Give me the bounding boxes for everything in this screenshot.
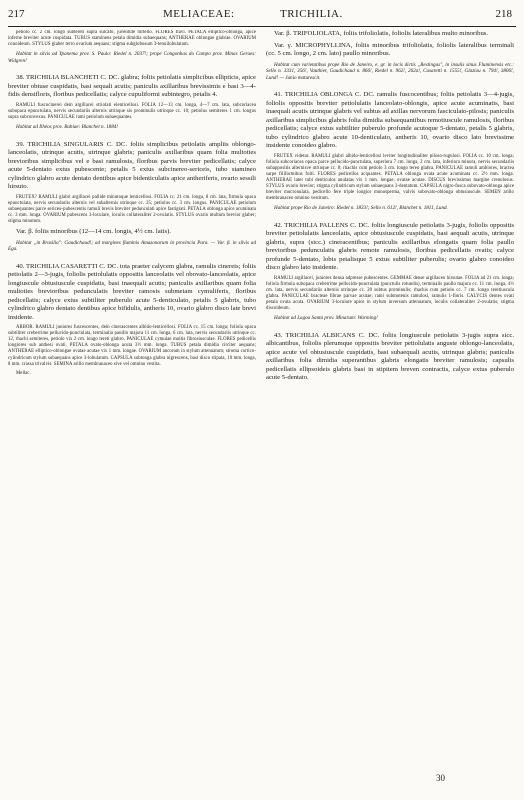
species-38-habitat: Habitat ad Ilhéos prov. Bahiae: Blanchet n. 1884!: [16, 124, 118, 131]
species-40-diagnosis: 40. TRICHILIA CASARETTI C. DC. tota praeter calycem glabra, ramulis cinereis; foliis petiolatis 2—3-jugis, foliolis petiolulatis oppositis lanceolatis vel obovato-lanceolatis, apice longiuscule obtusiuscule cuspidatis, basi inaequali acutis; paniculis axillaribus quam folia multoties brevioribus pedunculatis breviter ramosis submetam cymuliferis, floribus pedicellatis; calyce extus subtiliter puberulo acute 5-denticulato, petalis 5 glabris, tubo cylindrico glabro dentato dentibus apice bifidulis, antheris 10, ovario glabro disco late brevi insidente.: [8, 262, 256, 321]
species-39-habitat: Habitat „in Brasilia": Gaudichaud!; ad margines fluminis Amazonarum in provincia Para. — Var. β. in silvis ad Ega.: [8, 239, 256, 253]
species-38-diagnosis: 38. TRICHILIA BLANCHETI C. DC. glabra; foliis petiolatis simplicibus ellipticis, apice breviter obtuse cuspidatis, basi sequali acutis; paniculis axillaribus brevissimis e basi 3—4-fidis densifloris, floribus pedicellatis; calyce cupuliformi subintegro, petalis 4.: [8, 74, 256, 99]
header-title-left: MELIACEAE:: [163, 8, 235, 20]
page-number-right: 218: [495, 8, 512, 20]
right-column: [266, 30, 514, 795]
species-39-diagnosis: 39. TRICHILIA SINGULARIS C. DC. foliis simplicibus petiolatis ampliis oblongo-lanceolatis, utrinque acutis, utrinque glabris; paniculis axillaribus quam folia multoties brevioribus simplicibus vel e basi ramulosis, floribus parvis breviter pedicellatis; calyce acute 5-dentato extus pubescente; petalis 5 extus subcinereo-sericeis, tubo stamineo cylindrico glabro acute dentato dentibus apice bidenticulatis apice antheriferis, ovario sessili hirsuto.: [8, 140, 256, 191]
varieties-habitat: Habitat cum varietatibus prope Rio de Janeiro, e. gr. in locis dictis „Restingas", in insulis sinus Fluminensis etc.: Sello n. 3331, 356!, Vauthier, Gaudichaud n. 866!, Riedel n. 962!, 262a!, Casaretti n. 1555!, Glaziou n. 794!, 3806!, Lund! — Junio maturescit.: [266, 61, 514, 81]
intro-habitat: Habitat in silvis ad Ypanema prov. S. Paulo: Riedel n. 2037!; prope Congonhas do Campo prov. Minas Geraes: Widgren!: [8, 51, 256, 64]
header-title-right: TRICHILIA.: [280, 8, 343, 20]
running-header: [8, 8, 516, 27]
species-41-diagnosis: 41. TRICHILIA OBLONGA C. DC. ramulis fuscocentibus; foliis petiolatis 3—4-jugis, foliolis oppositis breviter petiolulatis lanceolato-oblongis, apice acute acuminatis, basi inaequali acutis utrinque glabris vel subtus ad axillas nervorum fasciculato-pilosis; paniculis axillaribus simplicibus glabris folia dimidia subaequantibus remotiuscule ramulosis, floribus pedicellatis; calyce extus subtiliter puberulo profunde acutoque 5-dentato, petalis 5 glabris, tubo cylindrico glabro acute 10-denticulato, antheris 10, ovario disco lato brevissime insidente conoideo glabro.: [266, 91, 514, 149]
variety-beta: Var. β. TRIFOLIOLATA, foliis trifoliolatis, foliolis lateralibus multo minoribus.: [274, 30, 489, 37]
species-39-description: FRUTEX? RAMULI glabri argillacei pallide minutoque lenticellosi. FOLIA cc. 21 cm. longa, 8 cm. lata, firmula opaca epunctulata, nervis secundariis alternis vel subalternis utrinque cc. 25; petiolus cc. 3 cm. longus. PANICULAE petiolum subaequantes parce sericeo-pubescentis ramuli brevis breviter pedunculati apice fastigiati. PETALA oblonga apice acuminata cc. 3 mm. longa. OVARIUM pubescens 3-loculare, loculis collateraliter 2-ovulatis. STYLUS ovario multum brevior glaber; stigma minutum.: [8, 194, 256, 224]
species-38-description: RAMULI fuscocinerei dein argillacei striolati elenticellosi. FOLIA 12—13 cm. longa, 4—7 cm. lata, subcoriacea subopaca epunctulata, nervis secundariis alternis utrinque sis prominulis utrinque cc. 10; petiolus semiteres 1 cm. longus supra subconvexus. PANICULAE rami petiolum subaequantes.: [8, 102, 256, 120]
species-42-habitat: Habitat ad Lagoa Santa prov. Minarum: Warming!: [274, 315, 378, 322]
page-number-left: 217: [8, 8, 25, 20]
species-39-variety: Var. β. foliis minoribus (12—14 cm. longis, 4½ cm. latis).: [16, 228, 171, 236]
footer-signature: Mellac.: [16, 370, 31, 376]
species-43-diagnosis: 43. TRICHILIA ALBICANS C. DC. foliis longiuscule petiolatis 3-jugis supra sicc. albicantibus, foliolis plerumque oppositis breviter petiolulatis anguste oblongo-lanceolatis, apice acute vel obtusiuscule cuspidatis, basi subaequali acutis, utrinque glabris; paniculis axillaribus folia dimidia superantibus glabris elongatis breviter ramulosis; capsulis pedicellatis ellipsoideis glabris basi in stipitem breven contractis, calyce extus puberulo acute 5-dentato.: [266, 331, 514, 382]
species-42-description: RAMULI argillacei, juniores densa adpresse pubescentes. GEMMAE dense argillaceo hirsutae. FOLIA ad 21 cm. longa; foliola firmula subopaca creberrime pellucido-punctulata (punctulis rotundis), terminalis paullo majora cc. 11 cm. longa, 4½ cm. lata, nervis secundariis alternis utrinque cc. 20 subtus prominulis; rhachis cum petiolo cc. 7 cm. longo teretiuscula glabra. PANICULAE bracteae fibrae parvae acutae; rami submotenis ramulosi, ramulis 1-floris. CALYCIS dentes ovati petala ovata acuta. OVARIUM 3-loculare apice in stylum inversum attenuatum, loculis collateraliter 2-ovulatis; stigma discoideum.: [266, 275, 514, 312]
species-40-description: ARBOR. RAMULI juniores fuscescentes, dein cinerascentes albido-lenticellosi. FOLIA cc. 15 cm. longa; foliola opaca subtiliter creberrime pellucido-punctulata, terminalia pauillo majora 11 cm. longa, 6 cm. lata, nervis secundariis utrinque cc. 12, rhachi semiteres, petiolo vix 2 cm. longo tereti glabro. PANICULAE cymulae multis fibrosiusculae. FLORES pedicellis longiores sub anthesi ovati. PETALA ovato-oblonga acuta 3½ mm. longa. TUBUS petala dimidia circiter aequans; ANTHERAE elliptico-oblongae ovatae acutae vix 1 mm. longae. OVARIUM ancorum in stylum attenuatum; stroma cortico-cylindricum stylum subaequans apice 3-lobulatum. CAPSULA subtonga glabra nigrescens, basi disco stipata, 10 mm. longa, 8 mm. crassa trivalvis. SEMINA arillo membranaceo sive vel omnino vestita.: [8, 325, 256, 367]
species-42-diagnosis: 42. TRICHILIA PALLENS C. DC. foliis longiuscule petiolatis 3-jugis, foliolis oppositis breviter petiolulatis lanceolatis, apice obtusiuscule cuspidatis, basi aequali acutis, utrinque glabris, supra (sicc.) cineracentibus; paniculis axillaribus elongatis quam folia paullo brevioribus pedunculatis glabris remote ramulosis, floribus pedicellatis ovatis; calyce profunde 5-dentato, lobis petalisque 5 extus subtiliter puberulis; ovario glabro conoideo disco glabro lato insidente.: [266, 221, 514, 272]
species-41-description: FRUTEX videtur. RAMULI glabri albido-lenticellosi leviter longitudinaliter piloso-rugulosi. FOLIA cc. 10 cm. longa; foliola subcoriacea opaca parce pellucido-punctulata, superiora 7 cm. longa, 2 cm. lata, inferiora minora, nervis secundariis subappositis alternisve utrinque cc. 8; rhachis cum petiolo 3 cm. longo tereo glabra. PANICULAE ramuli ambiores, bractea sarpe filiformibus fulti. FLORES pedicellos acquantes. PETALA oblonga ovata acute acuminata cc. 2½ mm. longa. ANTHERAE later tubi denticulos anulatas vix 1 mm. longae, ovatae acutae. DISCUS brevissimus margine crenulosus. STYLUS ovario brevior; stigma cylindricum stylum subaequans 3-dentatum. CAPSULA nigro-fusca subovato-oblonga apice breviter mucronulata, pedicello fere triple longior monosperma, valvis subovato-oblonga obtusiuscule. SEMEN arillo membranaceo omnino vestitum.: [266, 153, 514, 202]
intro-description: petiolo cc. 2 cm. longo subtereti supra sulcato, juventute hirtello. FLORES flavi. PETALA elliptico-oblonga, apice inferne breviter acute cuspidata. TUBUS staminens petala dimidia subaequans; ANTHERAE oblongae glabrae. OVARIUM conoideum. STYLUS glaber terro ovarium aequans; stigma subglobosum 3-tenuilobulatum.: [8, 30, 256, 48]
species-41-habitat: Habitat prope Rio de Janeiro: Riedel n. 1833!; Sello n. 612!, Blanchet n. 1811, Lund.: [274, 205, 448, 212]
signature-number: 30: [436, 773, 445, 783]
variety-gamma: Var. γ. MICROPHYLLINA, foliis minoribus trifoliolatis, foliolis lateralibus terminali (cc. 5 cm. longo, 2 cm. lato) paullo minoribus.: [266, 41, 514, 57]
left-column: [8, 30, 256, 795]
